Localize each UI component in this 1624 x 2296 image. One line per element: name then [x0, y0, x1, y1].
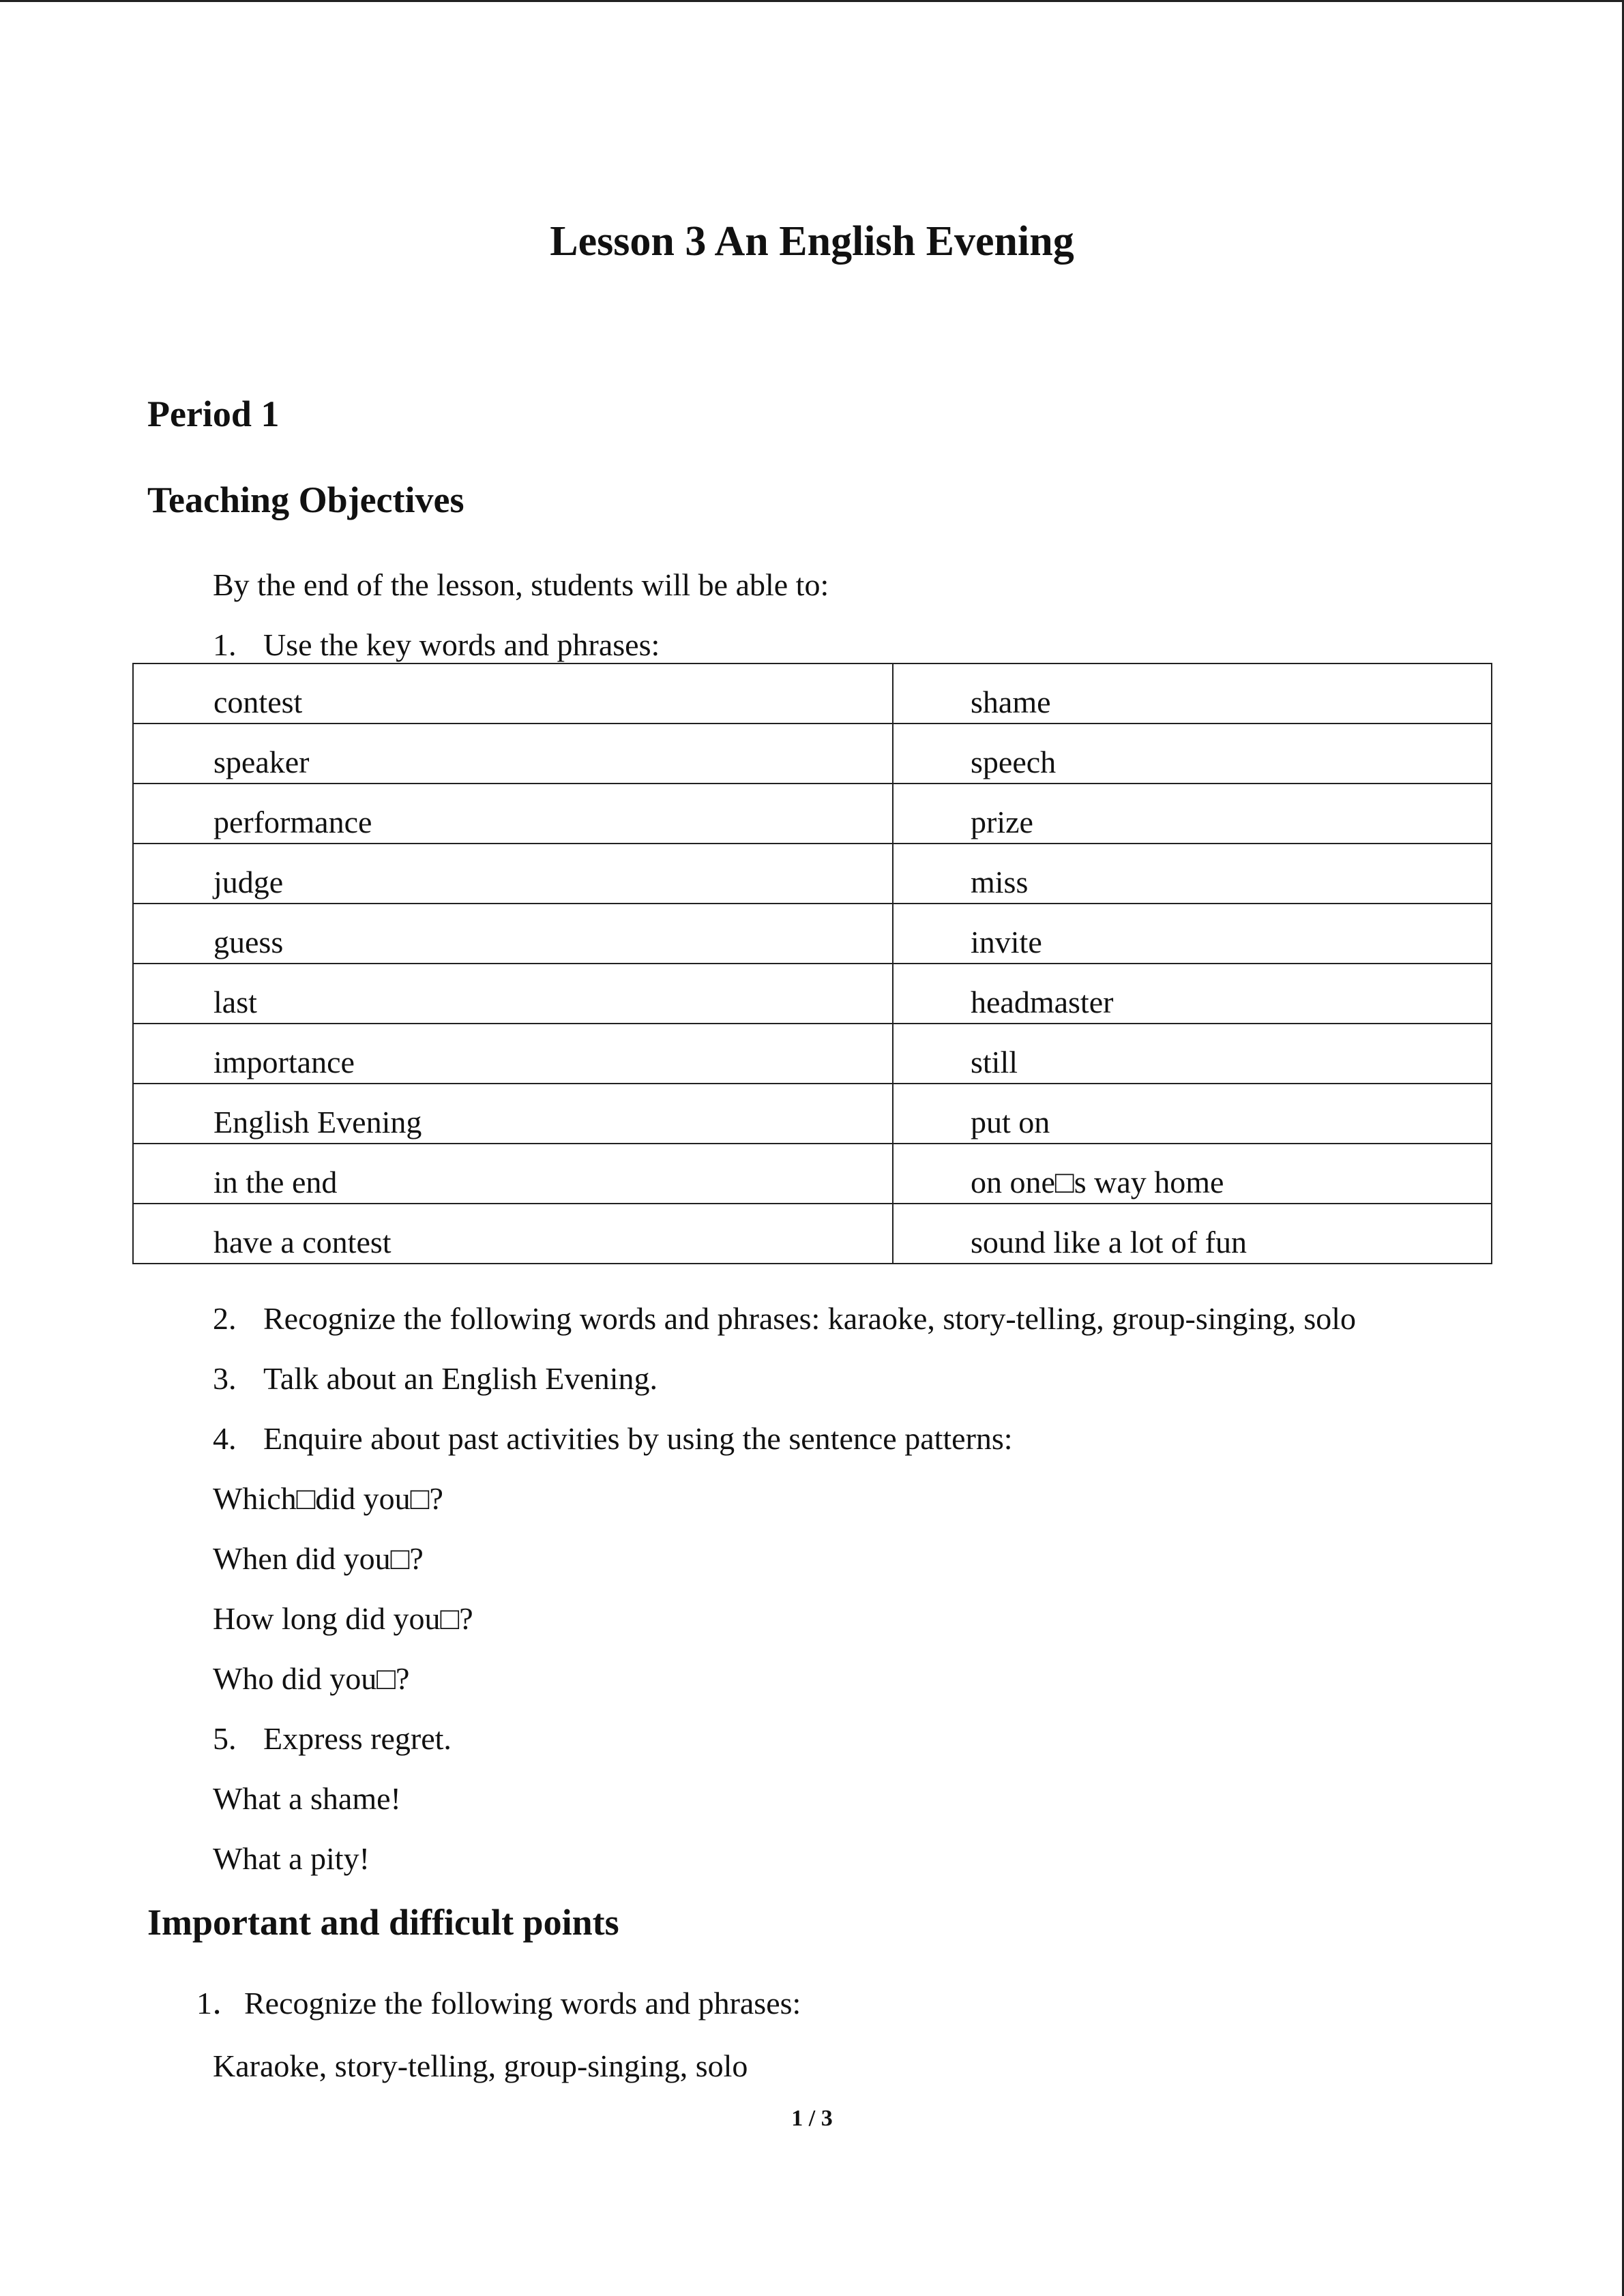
sentence-pattern: When did you□?: [213, 1541, 424, 1576]
table-cell: speaker: [133, 724, 893, 784]
table-cell: invite: [893, 904, 1492, 964]
important-point-text: Recognize the following words and phrases:: [244, 1986, 801, 2021]
regret-expression: What a pity!: [213, 1841, 370, 1876]
objective-item: [213, 1420, 1013, 1458]
sentence-pattern: Who did you□?: [213, 1661, 410, 1696]
regret-expression: What a shame!: [213, 1781, 401, 1816]
objective-item: [213, 1300, 1356, 1338]
table-row: [133, 664, 1492, 724]
intro-text: By the end of the lesson, students will be able to:: [213, 567, 829, 602]
vocabulary-table: [132, 663, 1492, 1264]
table-cell: judge: [133, 844, 893, 904]
table-cell: headmaster: [893, 964, 1492, 1024]
important-words: Karaoke, story-telling, group-singing, solo: [213, 2048, 748, 2083]
table-row: [133, 844, 1492, 904]
important-point-number: 1．: [196, 1986, 243, 2021]
objective-item: [213, 626, 660, 664]
table-row: [133, 964, 1492, 1024]
objective-text: Use the key words and phrases:: [263, 627, 660, 662]
objective-item: [213, 1720, 452, 1758]
table-row: [133, 784, 1492, 844]
table-row: [133, 1024, 1492, 1084]
page-indicator: 1 / 3: [791, 2106, 833, 2131]
table-cell: still: [893, 1024, 1492, 1084]
period-heading: Period 1: [147, 393, 280, 434]
objective-number: 3.: [213, 1361, 237, 1396]
table-cell: guess: [133, 904, 893, 964]
important-point-item: [196, 1984, 801, 2023]
objective-number: 5.: [213, 1721, 237, 1756]
table-cell: importance: [133, 1024, 893, 1084]
page-border-top: [0, 0, 1624, 2]
objective-item: [213, 1360, 658, 1398]
table-cell: shame: [893, 664, 1492, 724]
table-cell: miss: [893, 844, 1492, 904]
table-cell: put on: [893, 1084, 1492, 1144]
table-row: [133, 1204, 1492, 1264]
table-cell: English Evening: [133, 1084, 893, 1144]
objective-number: 4.: [213, 1421, 237, 1456]
table-row: [133, 724, 1492, 784]
table-row: [133, 1084, 1492, 1144]
table-cell: contest: [133, 664, 893, 724]
objective-number: 1.: [213, 627, 237, 662]
table-cell: have a contest: [133, 1204, 893, 1264]
table-cell: performance: [133, 784, 893, 844]
objective-text: Enquire about past activities by using the sentence patterns:: [263, 1421, 1013, 1456]
document-title: Lesson 3 An English Evening: [550, 218, 1074, 265]
table-cell: sound like a lot of fun: [893, 1204, 1492, 1264]
objective-number: 2.: [213, 1301, 237, 1336]
table-row: [133, 904, 1492, 964]
table-row: [133, 1144, 1492, 1204]
table-cell: speech: [893, 724, 1492, 784]
table-cell: last: [133, 964, 893, 1024]
objective-text: Express regret.: [263, 1721, 452, 1756]
table-cell: on one□s way home: [893, 1144, 1492, 1204]
table-cell: in the end: [133, 1144, 893, 1204]
objective-text: Talk about an English Evening.: [263, 1361, 658, 1396]
important-points-heading: Important and difficult points: [147, 1902, 619, 1943]
table-cell: prize: [893, 784, 1492, 844]
sentence-pattern: How long did you□?: [213, 1601, 473, 1636]
objective-text: Recognize the following words and phrases: karaoke, story-telling, group-singing, solo: [263, 1301, 1357, 1336]
sentence-pattern: Which□did you□?: [213, 1481, 443, 1516]
objectives-heading: Teaching Objectives: [147, 479, 464, 520]
